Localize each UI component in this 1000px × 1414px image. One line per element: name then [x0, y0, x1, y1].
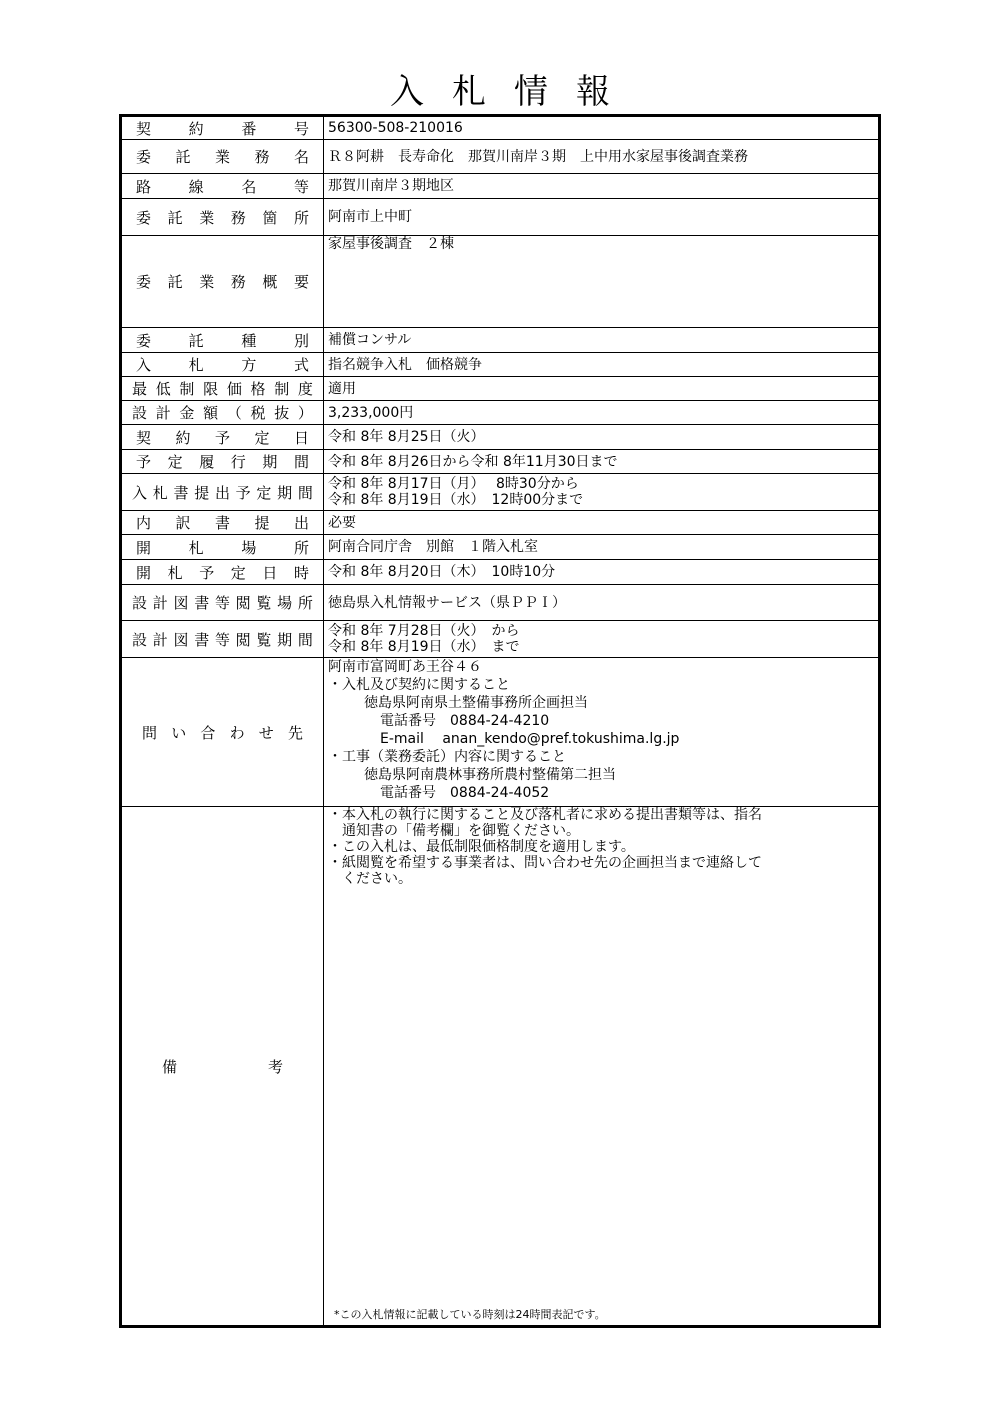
value-opening-place: 阿南合同庁舎 別館 １階入札室: [324, 535, 880, 560]
contact-section-bid: ・入札及び契約に関すること: [328, 677, 510, 693]
value-work-name: Ｒ８阿耕 長寿命化 那賀川南岸３期 上中用水家屋事後調査業務: [324, 140, 880, 174]
row-work-summary: [121, 236, 880, 328]
value-viewing-place: 徳島県入札情報サービス（県ＰＰＩ）: [324, 585, 880, 621]
label-bid-method: 入 札 方 式: [136, 356, 309, 374]
label-opening-datetime: 開 札 予 定 日 時: [136, 563, 309, 582]
label-work-summary: 委 託 業 務 概 要: [136, 273, 309, 291]
row-min-price-system: [121, 377, 880, 401]
label-performance-period: 予 定 履 行 期 間: [136, 453, 309, 471]
label-contract-number: 契 約 番 号: [136, 119, 309, 138]
contact-section-work: ・工事（業務委託）内容に関すること: [328, 749, 566, 765]
value-work-location: 阿南市上中町: [324, 199, 880, 236]
contact-office-agri: 徳島県阿南農林事務所農村整備第二担当: [364, 767, 616, 783]
remark-line-5: ください。: [328, 871, 412, 887]
label-opening-place: 開 札 場 所: [136, 538, 309, 557]
label-contract-date: 契 約 予 定 日: [136, 428, 309, 447]
row-contract-number: [121, 116, 880, 140]
value-contract-date: 令和 8年 8月25日（火）: [324, 425, 880, 450]
row-design-amount: [121, 401, 880, 425]
label-work-type: 委 託 種 別: [136, 331, 309, 350]
value-design-amount: 3,233,000円: [324, 401, 880, 425]
value-performance-period: 令和 8年 8月26日から令和 8年11月30日まで: [324, 450, 880, 474]
bid-info-table: [119, 114, 881, 1328]
value-submission-end: 令和 8年 8月19日（水） 12時00分まで: [328, 492, 584, 508]
value-work-summary: 家屋事後調査 ２棟: [324, 236, 880, 328]
value-min-price-system: 適用: [324, 377, 880, 401]
label-viewing-period: 設 計 図 書 等 閲 覧 期 間: [132, 630, 313, 649]
value-viewing-start: 令和 8年 7月28日（火） から: [328, 623, 520, 639]
label-remarks-a: 備: [162, 1057, 178, 1076]
row-opening-datetime: [121, 560, 880, 585]
contact-office-planning: 徳島県阿南県土整備事務所企画担当: [364, 695, 588, 711]
contact-phone-planning: 電話番号 0884-24-4210: [380, 713, 550, 729]
contact-email[interactable]: E-mail anan_kendo@pref.tokushima.lg.jp: [380, 731, 680, 747]
row-breakdown-submission: [121, 511, 880, 535]
label-design-amount: 設 計 金 額 （ 税 抜 ）: [132, 404, 313, 422]
row-remarks: [121, 807, 880, 1327]
remark-line-1: ・本入札の執行に関すること及び落札者に求める提出書類等は、指名: [328, 807, 762, 823]
row-submission-period: [121, 474, 880, 511]
label-viewing-place: 設 計 図 書 等 閲 覧 場 所: [132, 594, 313, 612]
row-contract-date: [121, 425, 880, 450]
label-route-name: 路 線 名 等: [136, 177, 309, 196]
row-contact: [121, 658, 880, 807]
contact-phone-agri: 電話番号 0884-24-4052: [380, 785, 550, 801]
remark-line-4: ・紙閲覧を希望する事業者は、問い合わせ先の企画担当まで連絡して: [328, 855, 762, 871]
page-title: 入札情報: [390, 72, 638, 112]
value-opening-datetime: 令和 8年 8月20日（木） 10時10分: [324, 560, 880, 585]
remark-line-3: ・この入札は、最低制限価格制度を適用します。: [328, 839, 635, 855]
value-work-type: 補償コンサル: [324, 328, 880, 353]
row-viewing-place: [121, 585, 880, 621]
label-min-price-system: 最 低 制 限 価 格 制 度: [132, 380, 313, 398]
row-viewing-period: [121, 621, 880, 658]
label-work-location: 委 託 業 務 箇 所: [136, 208, 309, 227]
value-submission-start: 令和 8年 8月17日（月） 8時30分から: [328, 476, 579, 492]
value-breakdown-submission: 必要: [324, 511, 880, 535]
label-breakdown-submission: 内 訳 書 提 出: [136, 514, 309, 532]
row-opening-place: [121, 535, 880, 560]
remark-line-2: 通知書の「備考欄」を御覧ください。: [328, 823, 580, 839]
remark-time-note: *この入札情報に記載している時刻は24時間表記です。: [334, 1308, 606, 1321]
value-viewing-end: 令和 8年 8月19日（水） まで: [328, 639, 520, 655]
row-route-name: [121, 174, 880, 199]
contact-address: 阿南市富岡町あ王谷４６: [328, 659, 482, 675]
row-work-location: [121, 199, 880, 236]
label-submission-period: 入 札 書 提 出 予 定 期 間: [132, 483, 313, 502]
value-route-name: 那賀川南岸３期地区: [324, 174, 880, 199]
value-contract-number: 56300-508-210016: [324, 116, 880, 140]
value-bid-method: 指名競争入札 価格競争: [324, 353, 880, 377]
row-work-type: [121, 328, 880, 353]
row-performance-period: [121, 450, 880, 474]
row-bid-method: [121, 353, 880, 377]
label-contact: 問 い 合 わ せ 先: [142, 723, 303, 742]
label-remarks-b: 考: [267, 1057, 283, 1076]
row-work-name: [121, 140, 880, 174]
label-work-name: 委 託 業 務 名: [136, 148, 309, 166]
